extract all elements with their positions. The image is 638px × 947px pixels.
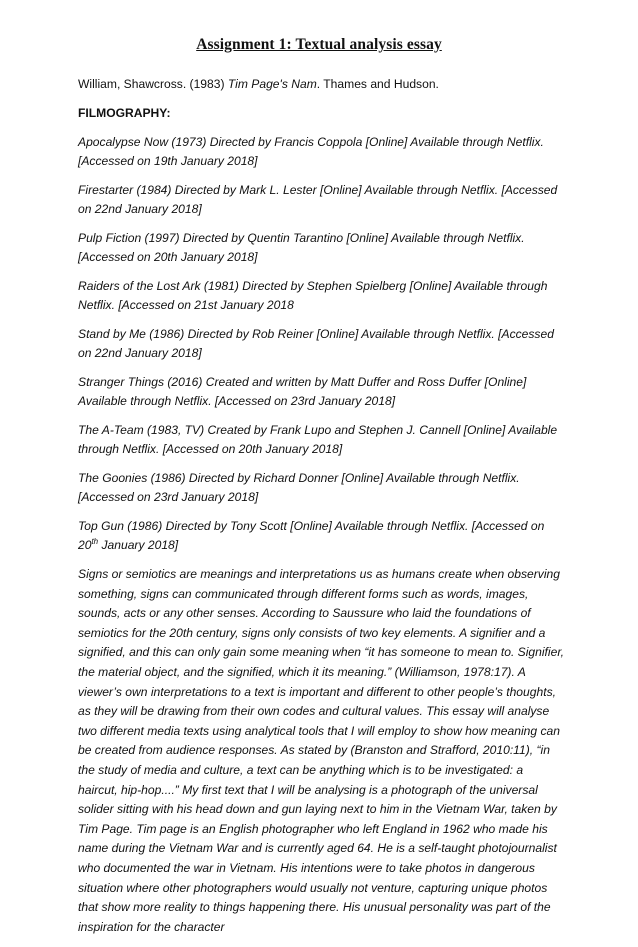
citation-work-title: Tim Page's Nam xyxy=(227,77,317,91)
citation-author-year: William, Shawcross. (1983) xyxy=(78,77,228,91)
film-entry-9 xyxy=(78,517,566,555)
filmography-heading: FILMOGRAPHY: xyxy=(78,106,171,120)
film-entry-9-tail: January 2018] xyxy=(98,538,179,552)
page-title: Assignment 1: Textual analysis essay xyxy=(196,36,442,53)
film-entry-8: The Goonies (1986) Directed by Richard Donner [Online] Available through Netflix. [Accessed on 23rd January 2018] xyxy=(78,471,520,504)
film-entry-9-ordinal: th xyxy=(91,536,99,546)
film-entry-7: The A-Team (1983, TV) Created by Frank Lupo and Stephen J. Cannell [Online] Available through Netflix. [Accessed on 20th January 2018] xyxy=(78,423,558,456)
film-entry-4: Raiders of the Lost Ark (1981) Directed by Stephen Spielberg [Online] Available through Netflix. [Accessed on 21st January 2018 xyxy=(78,279,548,312)
essay-paragraph: Signs or semiotics are meanings and interpretations us as humans create when observing something, signs can communicated through different forms such as words, images, sounds, acts or any other senses. According to Saussure who laid the foundations of semiotics for the 20th century, signs only consists of two key elements. A signifier and a signified, and this can only gain some meaning when “it has someone to mean to. Signifier, the material object, and the signified, which it its meaning.” (Williamson, 1978:17). A viewer’s own interpretations to a text is important and different to other people’s thoughts, as they will be drawing from their own codes and cultural values. This essay will analyse two different media texts using analytical tools that I will employ to show how meaning can be created from audience responses. As stated by (Branston and Strafford, 2010:11), “in the study of media and culture, a text can be anything which is to be investigated: a haircut, hip-hop....” My first text that I will be analysing is a photograph of the universal solider sitting with his head down and gun laying next to him in the Vietnam War, taken by Tim Page. Tim page is an English photographer who left England in 1962 who made his name during the Vietnam War and is currently aged 64. He is a self-taught photojournalist who documented the war in Vietnam. His intentions were to take photos in dangerous situation where other photographers would usually not venture, capturing unique photos that show more reality to things happening there. His unusual personality was part of the inspiration for the character xyxy=(78,567,565,934)
film-entry-9-text: Top Gun (1986) Directed by Tony Scott [Online] Available through Netflix. [Accessed on 20 xyxy=(78,519,545,552)
document-body xyxy=(78,75,566,947)
film-entry-6: Stranger Things (2016) Created and written by Matt Duffer and Ross Duffer [Online] Available through Netflix. [Accessed on 23rd January 2018] xyxy=(78,375,527,408)
book-citation xyxy=(78,75,566,94)
film-entry-3: Pulp Fiction (1997) Directed by Quentin Tarantino [Online] Available through Netflix. [Accessed on 20th January 2018] xyxy=(78,231,525,264)
citation-publisher: . Thames and Hudson. xyxy=(316,77,439,91)
film-entry-2: Firestarter (1984) Directed by Mark L. Lester [Online] Available through Netflix. [Accessed on 22nd January 2018] xyxy=(78,183,558,216)
film-entry-5: Stand by Me (1986) Directed by Rob Reiner [Online] Available through Netflix. [Accessed on 22nd January 2018] xyxy=(78,327,554,360)
film-entry-1: Apocalypse Now (1973) Directed by Francis Coppola [Online] Available through Netflix. [Accessed on 19th January 2018] xyxy=(78,135,544,168)
